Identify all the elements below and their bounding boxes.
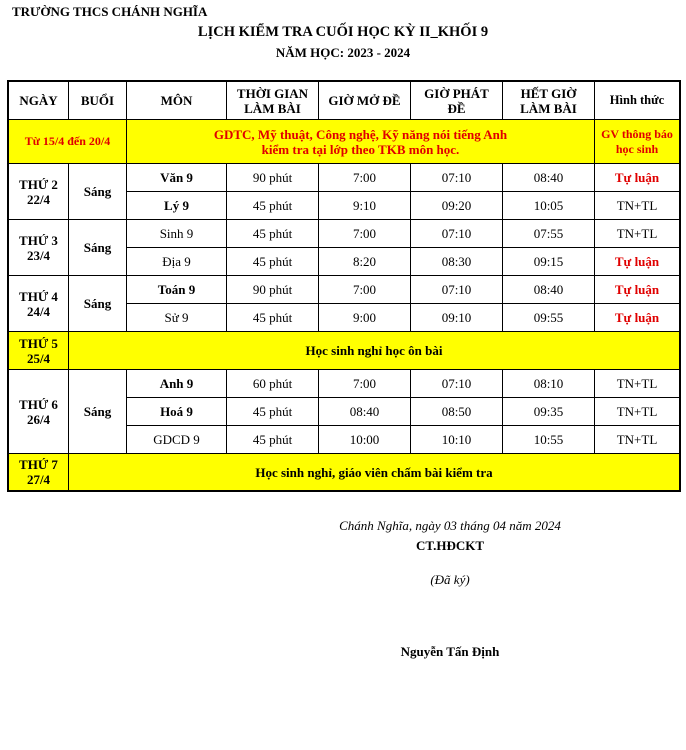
issue-time-cell: 07:10 (411, 370, 503, 398)
day-date: 25/4 (26, 350, 51, 366)
day-name: THỨ 2 (19, 176, 58, 192)
pre-exam-note-l2: kiểm tra tại lớp theo TKB môn học. (261, 141, 460, 157)
end-time-cell: 08:10 (503, 370, 595, 398)
col-header-duration (227, 82, 319, 120)
form-cell: TN+TL (595, 398, 680, 426)
col-header-duration-l1: THỜI GIAN (236, 85, 309, 101)
subject-cell: Địa 9 (127, 248, 227, 276)
duration-cell: 90 phút (227, 276, 319, 304)
duration-cell: 45 phút (227, 248, 319, 276)
table-row (9, 220, 680, 248)
issue-time-cell: 08:30 (411, 248, 503, 276)
duration-cell: 45 phút (227, 220, 319, 248)
subject-cell: Sinh 9 (127, 220, 227, 248)
col-header-open-time: GIỜ MỞ ĐỀ (319, 82, 411, 120)
end-time-cell: 07:55 (503, 220, 595, 248)
day-note: Học sinh nghỉ học ôn bài (69, 332, 680, 370)
duration-cell: 60 phút (227, 370, 319, 398)
place-and-date: Chánh Nghĩa, ngày 03 tháng 04 năm 2024 (339, 518, 561, 533)
day-cell (9, 220, 69, 276)
pre-exam-row (9, 120, 680, 164)
signed-note: (Đã ký) (430, 572, 470, 587)
col-header-subject: MÔN (127, 82, 227, 120)
form-cell: TN+TL (595, 426, 680, 454)
end-time-cell: 09:15 (503, 248, 595, 276)
subject-cell: Toán 9 (127, 276, 227, 304)
duration-cell: 45 phút (227, 192, 319, 220)
pre-exam-note (127, 120, 595, 164)
issue-time-cell: 07:10 (411, 164, 503, 192)
session-cell: Sáng (69, 370, 127, 454)
form-cell: Tự luận (595, 276, 680, 304)
col-header-duration-l2: LÀM BÀI (244, 100, 301, 116)
table-row (9, 276, 680, 304)
open-time-cell: 7:00 (319, 370, 411, 398)
day-date: 23/4 (26, 247, 51, 263)
subject-cell: Lý 9 (127, 192, 227, 220)
day-name: THỨ 5 (19, 335, 58, 351)
day-name: THỨ 7 (19, 457, 58, 472)
school-year: NĂM HỌC: 2023 - 2024 (275, 45, 411, 60)
session-cell: Sáng (69, 276, 127, 332)
pre-exam-form-l2: học sinh (615, 141, 659, 156)
table-row (9, 164, 680, 192)
day-name: THỨ 4 (19, 288, 58, 304)
day-cell (9, 332, 69, 370)
signer-role: CT.HĐCKT (415, 538, 484, 553)
end-time-cell: 08:40 (503, 276, 595, 304)
day-date: 26/4 (26, 411, 51, 427)
issue-time-cell: 07:10 (411, 276, 503, 304)
duration-cell: 45 phút (227, 426, 319, 454)
subject-cell: Hoá 9 (127, 398, 227, 426)
pre-exam-date: Từ 15/4 đến 20/4 (9, 120, 127, 164)
subject-cell: Sử 9 (127, 304, 227, 332)
form-cell: TN+TL (595, 192, 680, 220)
day-note: Học sinh nghỉ, giáo viên chấm bài kiểm tra (69, 454, 680, 491)
col-header-end-l2: LÀM BÀI (520, 100, 577, 116)
end-time-cell: 09:35 (503, 398, 595, 426)
form-cell: TN+TL (595, 220, 680, 248)
open-time-cell: 7:00 (319, 164, 411, 192)
day-cell (9, 370, 69, 454)
form-cell: Tự luận (595, 248, 680, 276)
col-header-issue-l1: GIỜ PHÁT (424, 85, 489, 101)
day-cell (9, 454, 69, 491)
end-time-cell: 10:55 (503, 426, 595, 454)
col-header-end-l1: HẾT GIỜ (520, 85, 577, 101)
subject-cell: GDCD 9 (127, 426, 227, 454)
open-time-cell: 9:10 (319, 192, 411, 220)
duration-cell: 45 phút (227, 304, 319, 332)
issue-time-cell: 09:20 (411, 192, 503, 220)
issue-time-cell: 07:10 (411, 220, 503, 248)
col-header-session: BUỔI (69, 82, 127, 120)
subject-cell: Anh 9 (127, 370, 227, 398)
form-cell: Tự luận (595, 304, 680, 332)
day-cell (9, 276, 69, 332)
day-date: 22/4 (26, 191, 51, 207)
issue-time-cell: 08:50 (411, 398, 503, 426)
document-title: LỊCH KIỂM TRA CUỐI HỌC KỲ II_KHỐI 9 (197, 24, 489, 40)
table-row (9, 332, 680, 370)
pre-exam-note-l1: GDTC, Mỹ thuật, Công nghệ, Kỹ năng nói tiếng Anh (213, 126, 508, 142)
day-name: THỨ 3 (19, 232, 58, 248)
pre-exam-form-l1: GV thông báo (601, 126, 673, 141)
end-time-cell: 08:40 (503, 164, 595, 192)
day-date: 24/4 (26, 303, 51, 319)
open-time-cell: 7:00 (319, 276, 411, 304)
day-name: THỨ 6 (19, 396, 58, 412)
open-time-cell: 10:00 (319, 426, 411, 454)
session-cell: Sáng (69, 164, 127, 220)
day-cell (9, 164, 69, 220)
open-time-cell: 8:20 (319, 248, 411, 276)
school-name: TRƯỜNG THCS CHÁNH NGHĨA (12, 4, 208, 19)
signer-name: Nguyễn Tấn Định (400, 644, 500, 659)
duration-cell: 90 phút (227, 164, 319, 192)
col-header-form: Hình thức (595, 82, 680, 120)
col-header-issue-time (411, 82, 503, 120)
exam-schedule-table (8, 81, 680, 491)
col-header-end-time (503, 82, 595, 120)
end-time-cell: 10:05 (503, 192, 595, 220)
open-time-cell: 9:00 (319, 304, 411, 332)
form-cell: TN+TL (595, 370, 680, 398)
day-date: 27/4 (26, 472, 51, 487)
session-cell: Sáng (69, 220, 127, 276)
header-row (9, 82, 680, 120)
issue-time-cell: 09:10 (411, 304, 503, 332)
table-row (9, 370, 680, 398)
issue-time-cell: 10:10 (411, 426, 503, 454)
open-time-cell: 7:00 (319, 220, 411, 248)
col-header-issue-l2: ĐỀ (447, 100, 466, 116)
col-header-date: NGÀY (9, 82, 69, 120)
end-time-cell: 09:55 (503, 304, 595, 332)
table-row (9, 454, 680, 491)
pre-exam-form (595, 120, 680, 164)
subject-cell: Văn 9 (127, 164, 227, 192)
duration-cell: 45 phút (227, 398, 319, 426)
form-cell: Tự luận (595, 164, 680, 192)
open-time-cell: 08:40 (319, 398, 411, 426)
